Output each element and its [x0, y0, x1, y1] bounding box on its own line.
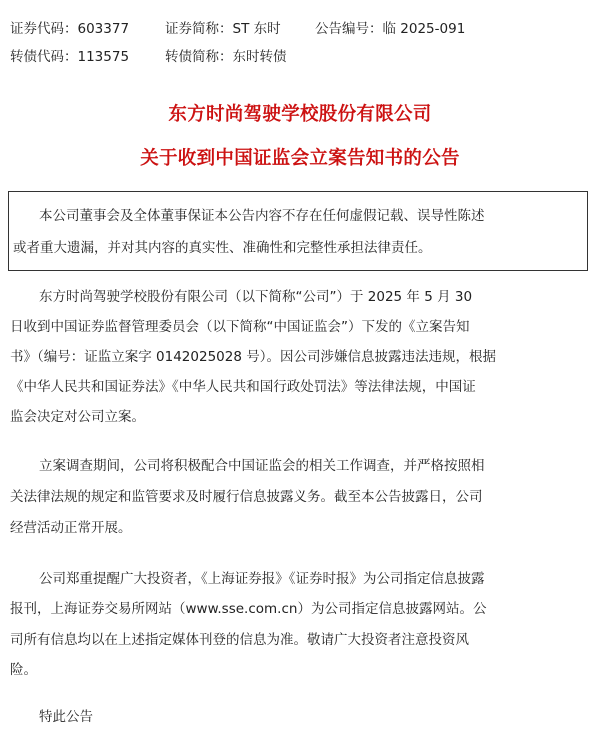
paragraph-line: 立案调查期间，公司将积极配合中国证监会的相关工作调查，并严格按照相	[39, 458, 485, 474]
disclaimer-line: 本公司董事会及全体董事保证本公告内容不存在任何虚假记载、误导性陈述	[39, 208, 485, 224]
bond-short-name: 转债简称：东时转债	[165, 49, 287, 65]
paragraph-line: 关法律法规的规定和监管要求及时履行信息披露义务。截至本公告披露日，公司	[10, 489, 483, 505]
paragraph-line: 书》（编号：证监立案字 0142025028 号）。因公司涉嫌信息披露违法违规，根据	[10, 349, 496, 365]
paragraph-line: 日收到中国证券监督管理委员会（以下简称“中国证监会”）下发的《立案告知	[10, 319, 470, 335]
disclaimer-box	[8, 191, 588, 271]
paragraph-line: 监会决定对公司立案。	[10, 409, 145, 425]
paragraph-line: 公司郑重提醒广大投资者，《上海证券报》《证券时报》为公司指定信息披露	[39, 571, 485, 587]
company-title: 东方时尚驾驶学校股份有限公司	[168, 104, 432, 125]
closing-text: 特此公告	[39, 709, 93, 725]
paragraph-line: 经营活动正常开展。	[10, 520, 132, 536]
paragraph-line: 东方时尚驾驶学校股份有限公司（以下简称“公司”）于 2025 年 5 月 30	[39, 289, 473, 305]
disclaimer-line: 或者重大遗漏，并对其内容的真实性、准确性和完整性承担法律责任。	[13, 240, 432, 256]
announcement-subject: 关于收到中国证监会立案告知书的公告	[140, 148, 460, 169]
paragraph-line: 司所有信息均以在上述指定媒体刊登的信息为准。敬请广大投资者注意投资风	[10, 632, 469, 648]
security-code: 证券代码：603377	[10, 21, 130, 37]
paragraph-line: 报刊，上海证券交易所网站（www.sse.com.cn）为公司指定信息披露网站。公	[10, 601, 487, 617]
paragraph-line: 险。	[10, 662, 37, 678]
bond-code: 转债代码：113575	[10, 49, 130, 65]
security-short-name: 证券简称：ST 东时	[165, 21, 281, 37]
announcement-number: 公告编号：临 2025-091	[315, 21, 466, 37]
paragraph-line: 《中华人民共和国证券法》《中华人民共和国行政处罚法》等法律法规，中国证	[10, 379, 476, 395]
